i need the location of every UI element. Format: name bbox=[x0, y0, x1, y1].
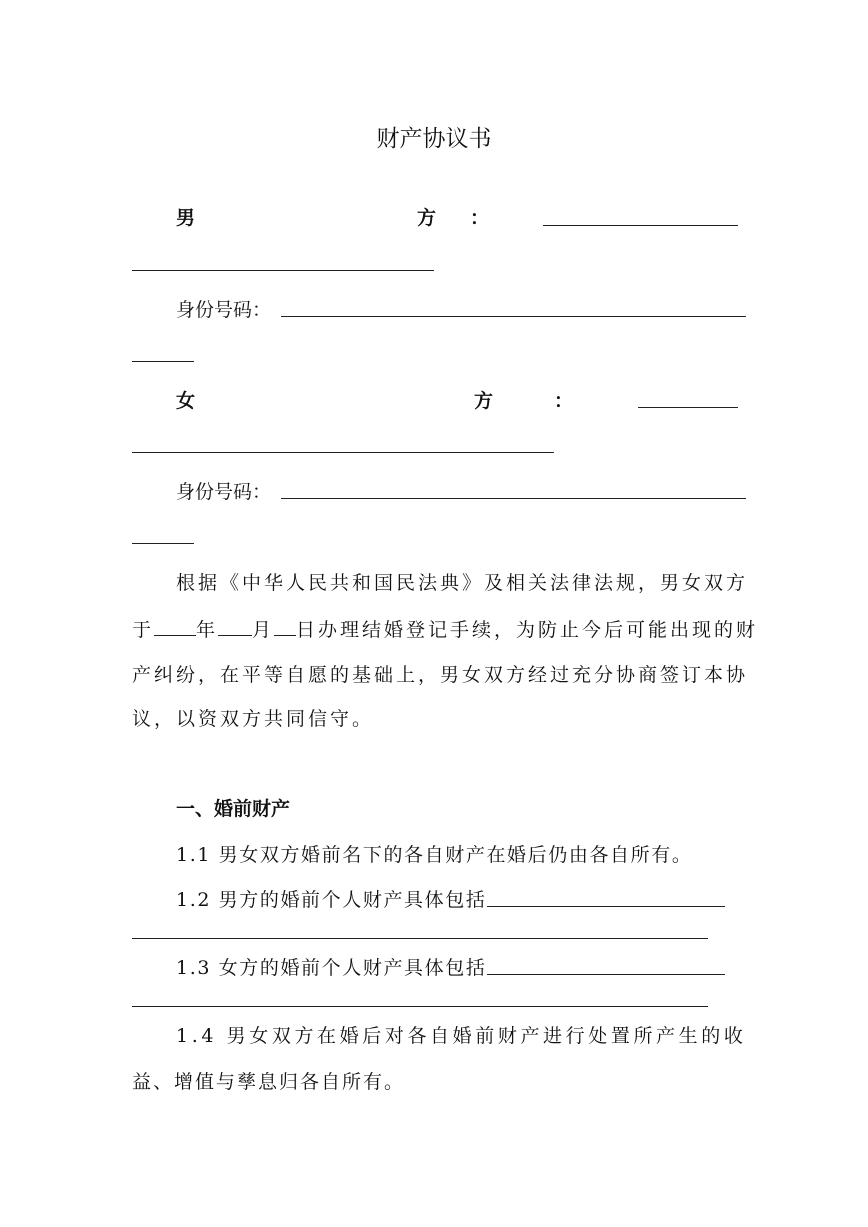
clause-1-4-line-2: 益、增值与孳息归各自所有。 bbox=[132, 1071, 406, 1093]
clause-1-4-line-1: 1.4 男女双方在婚后对各自婚前财产进行处置所产生的收 bbox=[176, 1025, 747, 1047]
intro-line2-d: 日办理结婚登记手续，为防止今后可能出现的财 bbox=[296, 619, 759, 641]
clause-1-2: 1.2 男方的婚前个人财产具体包括 bbox=[176, 889, 487, 911]
female-id-blank bbox=[281, 498, 746, 499]
section-1-heading: 一、婚前财产 bbox=[176, 798, 291, 820]
document-title: 财产协议书 bbox=[376, 126, 492, 152]
female-name-blank-cont bbox=[132, 452, 554, 453]
female-label-char2: 方 bbox=[474, 390, 494, 412]
intro-line-4: 议，以资双方共同信守。 bbox=[132, 708, 375, 730]
male-name-blank-cont bbox=[132, 270, 434, 271]
male-label-char1: 男 bbox=[176, 207, 196, 229]
male-label-colon: ： bbox=[470, 207, 490, 229]
male-id-blank-cont bbox=[132, 361, 194, 362]
intro-line2-c: 月 bbox=[252, 619, 275, 641]
intro-line2-b: 年 bbox=[196, 619, 219, 641]
year-blank bbox=[154, 617, 196, 636]
female-property-blank bbox=[487, 974, 725, 975]
intro-line-1: 根据《中华人民共和国民法典》及相关法律法规，男女双方 bbox=[176, 572, 749, 594]
female-property-blank-cont bbox=[132, 1006, 708, 1007]
female-label-char1: 女 bbox=[176, 390, 196, 412]
female-id-blank-cont bbox=[132, 543, 194, 544]
male-label-char2: 方 bbox=[417, 207, 437, 229]
male-property-blank bbox=[487, 906, 725, 907]
intro-line2-a: 于 bbox=[132, 619, 155, 641]
male-id-blank bbox=[281, 316, 746, 317]
clause-1-3: 1.3 女方的婚前个人财产具体包括 bbox=[176, 957, 487, 979]
female-label-colon: ： bbox=[554, 390, 574, 412]
female-name-blank bbox=[638, 407, 738, 408]
male-property-blank-cont bbox=[132, 938, 708, 939]
intro-line-3: 产纠纷，在平等自愿的基础上，男女双方经过充分协商签订本协 bbox=[132, 664, 749, 686]
male-id-label: 身份号码： bbox=[176, 299, 272, 321]
male-name-blank bbox=[543, 225, 738, 226]
month-blank bbox=[218, 617, 252, 636]
intro-line-2 bbox=[132, 617, 758, 642]
clause-1-1: 1.1 男女双方婚前名下的各自财产在婚后仍由各自所有。 bbox=[176, 844, 693, 866]
day-blank bbox=[274, 617, 296, 636]
female-id-label: 身份号码： bbox=[176, 481, 272, 503]
